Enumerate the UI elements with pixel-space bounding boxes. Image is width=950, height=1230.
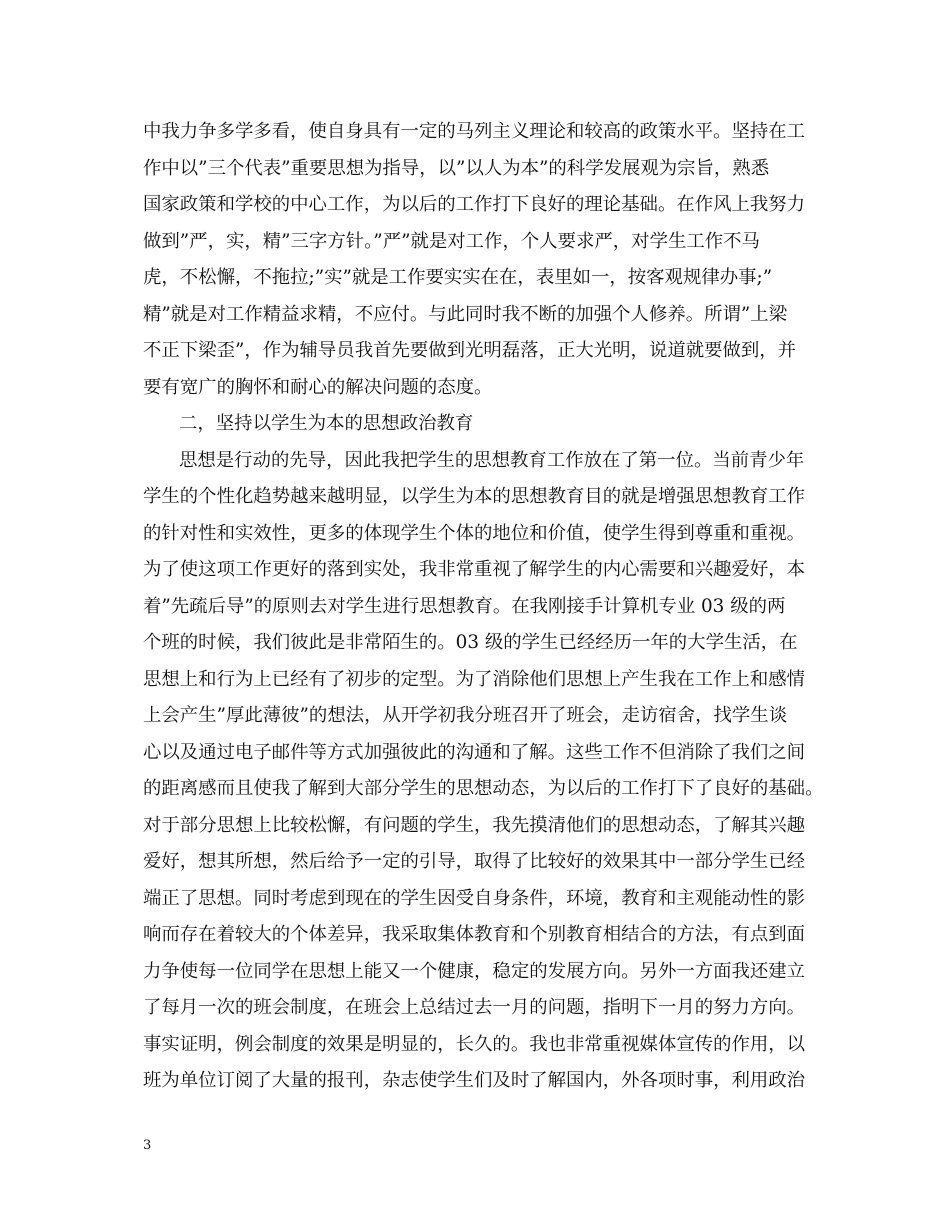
text-line: 作中以”三个代表”重要思想为指导，以”以人为本”的科学发展观为宗旨，熟悉 bbox=[143, 157, 770, 179]
text-line: 的距离感而且使我了解到大部分学生的思想动态，为以后的工作打下了良好的基础。 bbox=[143, 778, 824, 799]
text-line: 虎，不松懈，不拖拉;”实”就是工作要实实在在，表里如一，按客观规律办事;” bbox=[143, 267, 773, 288]
text-line: 了每月一次的班会制度，在班会上总结过去一月的问题，指明下一月的努力方向。 bbox=[143, 997, 806, 1018]
text-line: 精”就是对工作精益求精，不应付。与此同时我不断的加强个人修养。所谓”上梁 bbox=[143, 303, 788, 325]
body-text bbox=[143, 114, 824, 1100]
text-line: 心以及通过电子邮件等方式加强彼此的沟通和了解。这些工作不但消除了我们之间 bbox=[143, 741, 806, 763]
text-line: 学生的个性化趋势越来越明显，以学生为本的思想教育目的就是增强思想教育工作 bbox=[143, 486, 806, 507]
text-line: 事实证明，例会制度的效果是明显的，长久的。我也非常重视媒体宣传的作用，以 bbox=[143, 1033, 806, 1055]
text-line: 着”先疏后导”的原则去对学生进行思想教育。在我刚接手计算机专业 03 级的两 bbox=[143, 595, 786, 617]
text-line: 思想是行动的先导，因此我把学生的思想教育工作放在了第一位。当前青少年 bbox=[179, 449, 805, 471]
text-line: 上会产生”厚此薄彼”的想法，从开学初我分班召开了班会，走访宿舍，找学生谈 bbox=[143, 705, 788, 726]
text-line: 的针对性和实效性，更多的体现学生个体的地位和价值，使学生得到尊重和重视。 bbox=[143, 522, 806, 544]
text-line: 中我力争多学多看，使自身具有一定的马列主义理论和较高的政策水平。坚持在工 bbox=[143, 121, 806, 142]
text-line: 思想上和行为上已经有了初步的定型。为了消除他们思想上产生我在工作上和感情 bbox=[143, 668, 806, 690]
text-line: 端正了思想。同时考虑到现在的学生因受自身条件，环境，教育和主观能动性的影 bbox=[143, 887, 806, 909]
text-line: 要有宽广的胸怀和耐心的解决问题的态度。 bbox=[143, 376, 493, 398]
text-line: 二，坚持以学生为本的思想政治教育 bbox=[179, 413, 474, 434]
text-line: 爱好，想其所想，然后给予一定的引导，取得了比较好的效果其中一部分学生已经 bbox=[143, 851, 806, 872]
page-number: 3 bbox=[143, 1138, 152, 1153]
text-line: 国家政策和学校的中心工作，为以后的工作打下良好的理论基础。在作风上我努力 bbox=[143, 194, 806, 215]
text-line: 力争使每一位同学在思想上能又一个健康，稳定的发展方向。另外一方面我还建立 bbox=[143, 960, 806, 982]
text-line: 做到”严，实，精”三字方针。”严”就是对工作，个人要求严，对学生工作不马 bbox=[143, 230, 760, 252]
text-line: 个班的时候，我们彼此是非常陌生的。03 级的学生已经经历一年的大学生活，在 bbox=[143, 632, 798, 653]
text-line: 响而存在着较大的个体差异，我采取集体教育和个别教育相结合的方法，有点到面 bbox=[143, 924, 806, 945]
text-line: 为了使这项工作更好的落到实处，我非常重视了解学生的内心需要和兴趣爱好，本 bbox=[143, 559, 806, 580]
text-line: 对于部分思想上比较松懈，有问题的学生，我先摸清他们的思想动态，了解其兴趣 bbox=[143, 814, 806, 836]
text-line: 不正下梁歪”，作为辅导员我首先要做到光明磊落，正大光明，说道就要做到，并 bbox=[143, 340, 797, 361]
text-line: 班为单位订阅了大量的报刊，杂志使学生们及时了解国内，外各项时事，利用政治 bbox=[143, 1070, 806, 1091]
